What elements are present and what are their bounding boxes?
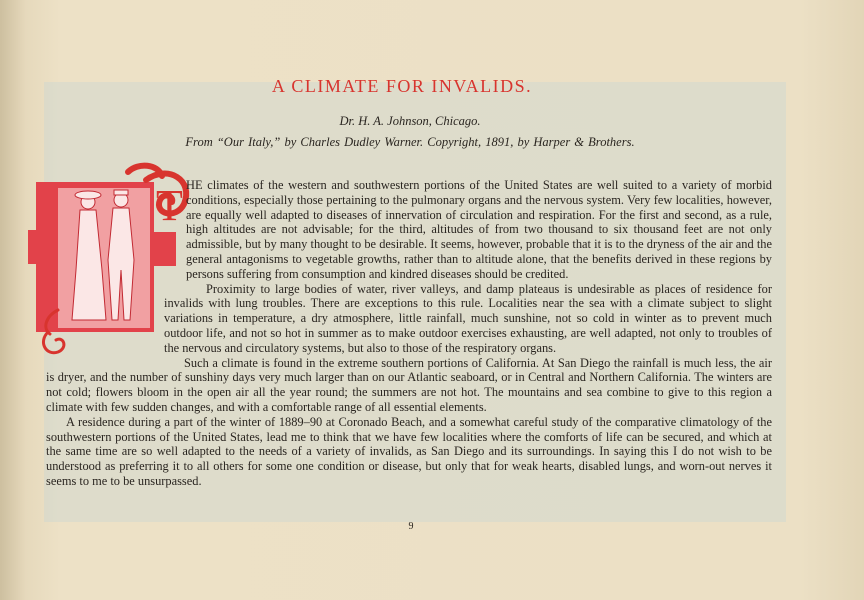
article-author: Dr. H. A. Johnson, Chicago. — [339, 114, 481, 128]
page-number: 9 — [408, 521, 414, 532]
paragraph-4: A residence during a part of the winter of 1889–90 at Coronado Beach, and a somewhat careful study of the comparative climatology of the southwestern portions of the United States, lead me to think that we have few localities where the comforts of life can be secured, and which at the same time are so well adapted to the needs of a variety of invalids, as San Diego and its surroundings. In saying this I do not wish to be understood as preferring it to all others for some one condition or disease, but only that for weak hearts, disabled lungs, and worn-out nerves it seems to me to be unsurpassed. — [46, 414, 772, 488]
drop-cap-letter: T — [156, 181, 183, 230]
illustration-spacer-lower — [46, 296, 164, 370]
paragraph-3: Such a climate is found in the extreme southern portions of California. At San Diego the rainfall is much less, the air is dryer, and the number of sunshiny days very much larger than on our Atlantic seaboard, or in Central and Northern California. The winters are not cold; flowers bloom in the open air all the year round; the summers are not hot. The mountains and sea combine to give to this region a climate with few sudden changes, and with a comfortable range of all essential elements. — [46, 355, 772, 414]
paragraph-2: Proximity to large bodies of water, river valleys, and damp plateaus is undesirable as places of residence for invalids with lung troubles. There are exceptions to this rule. Localities near the sea with a climate subject to slight variations in temperature, a dry atmosphere, little rainfall, much sunshine, not so cold in winter as to prevent much outdoor life, and not so hot in summer as to make outdoor exercises exhausting, are well adapted, not only to troubles of the nervous and circulatory systems, but also to those of the respiratory organs. — [164, 281, 772, 355]
article-source: From “Our Italy,” by Charles Dudley Warner. Copyright, 1891, by Harper & Brothers. — [185, 135, 635, 149]
illustration-spacer — [46, 178, 186, 296]
paragraph-1: HE climates of the western and southwestern portions of the United States are well suited to a variety of morbid conditions, especially those pertaining to the pulmonary organs and the nervous system. Very few localities, however, are equally well adapted to diseases of innervation of circulation and respiration. For the first and second, as a rule, high altitudes are not advisable; for the third, altitudes of from two thousand to six thousand feet are not only admissible, but by many thought to be desirable. It seems, however, probable that it is to the dryness of the air and the general antagonisms to vegetable growths, rather than to altitude alone, that the benefits derived in these regions by persons suffering from consumption and kindred diseases should be credited. — [186, 178, 772, 281]
article-title: A CLIMATE FOR INVALIDS. — [271, 76, 533, 96]
article-body — [46, 178, 772, 489]
